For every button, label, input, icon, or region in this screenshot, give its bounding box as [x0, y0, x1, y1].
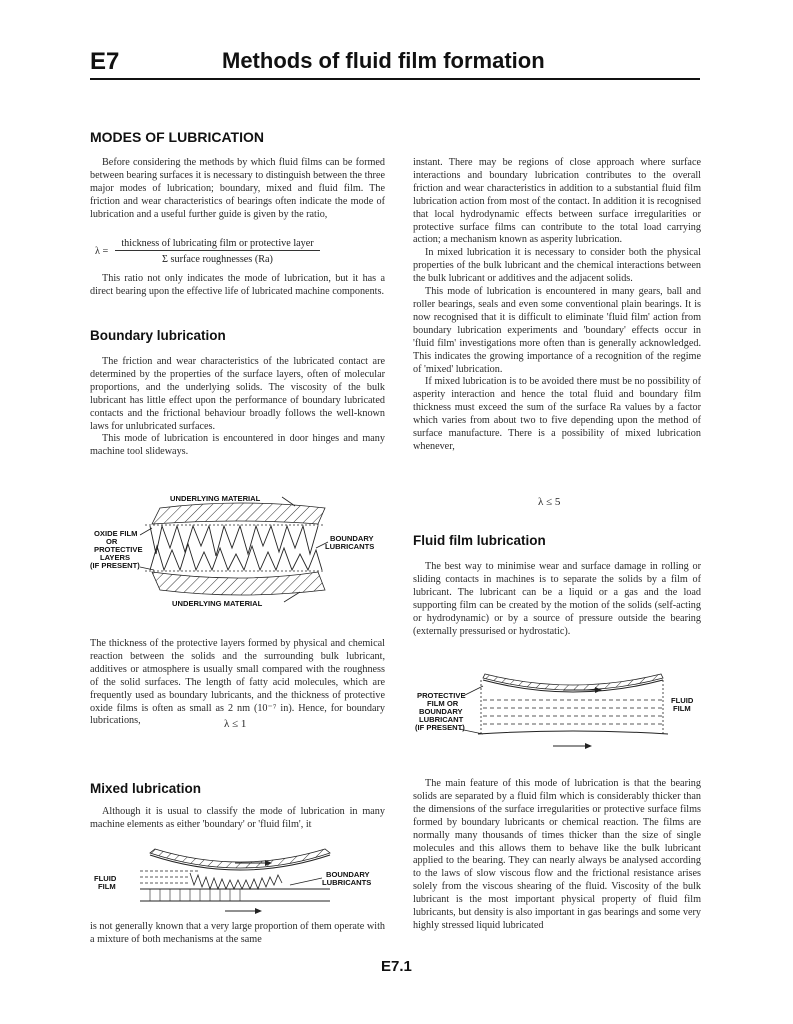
boundary-p1: The friction and wear characteristics of the lubricated contact are determined by the properties of the surface layers, often of molecular proportions, and the underlying solids. The viscosity of the bulk lubricant has little effect upon the performance of boundary lubricated contacts and the frictional behaviour broadly follows the well-known laws for unlubricated surfaces. — [90, 356, 385, 432]
eq-lambda: λ = — [95, 246, 109, 257]
fluid-p2: The main feature of this mode of lubrication is that the bearing solids are separated by a fluid film which is considerably thicker than the dimensions of the surface irregularities or protective surface films formed by boundary lubricants or chemical reaction. The films are normally many thousands of times thicker than the size of single molecules and this allows them to behave like the bulk lubricant applied to the bearing. They can nearly always be analysed according to the laws of slow viscous flow and the frictional resistance arises solely from the viscous shearing of the fluid. Viscosity of the bulk lubricant is the most important physical property of fluid film lubricants, but density is also important in gas bearings and some very highly stressed liquid lubricated — [413, 778, 701, 931]
mixed-body — [90, 806, 385, 832]
mixed-r2: In mixed lubrication it is necessary to consider both the physical properties of the bulk lubricant and the chemical interactions between the bulk lubricant or additives and the adjacent solids. — [413, 247, 701, 285]
fig3-right-2: FILM — [673, 704, 691, 713]
mixed-r3: This mode of lubrication is encountered in many gears, ball and roller bearings, seals and even some conventional plain bearings. It is now recognised that it is difficult to eliminate 'fluid film' action from boundary lubrication experiments and 'boundary' effects occur in 'fluid film' investigations more often than is generally acknowledged. This indicates the growing importance of a recognition of the regime of 'mixed' lubrication. — [413, 286, 701, 375]
fluid-title: Fluid film lubrication — [413, 533, 546, 548]
boundary-body-2 — [90, 638, 385, 728]
fig1-left-5: (IF PRESENT) — [90, 561, 140, 570]
eq-numerator: thickness of lubricating film or protective layer — [115, 238, 320, 251]
page-title: Methods of fluid film formation — [222, 48, 545, 73]
fig1-right-1: BOUNDARY — [330, 534, 374, 543]
boundary-p3: The thickness of the protective layers formed by physical and chemical reaction between the solids and the surrounding bulk lubricant, additives or atmosphere is usually small compared with the roughness of the solid surfaces. The length of fatty acid molecules, which are frequently used as boundary lubricants, and the thickness of protective oxide films is often as small as 2 nm (10⁻⁷ in). Hence, for boundary lubrications, — [90, 638, 385, 727]
fluid-body-2 — [413, 778, 701, 933]
mixed-condition: λ ≤ 5 — [538, 496, 561, 508]
fig1-left-2: OR — [106, 537, 118, 546]
mixed-title: Mixed lubrication — [90, 781, 202, 796]
mixed-p2: is not generally known that a very large proportion of them operate with a mixture of both mechanisms at the same — [90, 921, 385, 945]
boundary-title: Boundary lubrication — [90, 328, 226, 343]
fig1-bottom-label: UNDERLYING MATERIAL — [172, 599, 263, 608]
fig1-left-1: OXIDE FILM — [94, 529, 138, 538]
boundary-lubrication-figure — [90, 488, 385, 618]
mixed-r1: instant. There may be regions of close approach where surface interactions and boundary lubrication contributes to the overall friction and wear characteristics in addition to a substantial fluid film lubrication action from most of the contact. In addition it is recognised that local hydrodynamic effects between surface irregularities or protective surface films can contribute to the total load carrying action; a mechanism known as asperity lubrication. — [413, 157, 702, 246]
section-code: E7 — [90, 48, 120, 75]
boundary-condition: λ ≤ 1 — [224, 718, 247, 730]
mixed-body-2 — [90, 921, 385, 947]
fig1-left-4: LAYERS — [100, 553, 131, 562]
boundary-p2: This mode of lubrication is encountered in door hinges and many machine tool slideways. — [90, 433, 385, 458]
fluid-body — [413, 561, 701, 638]
fig2-right-2: LUBRICANTS — [322, 878, 372, 887]
mixed-right-body — [413, 157, 701, 454]
fluid-p1: The best way to minimise wear and surface damage in rolling or sliding contacts in machines is to separate the solids by a film of lubricant. The lubricant can be a liquid or a gas and the load supporting film can be created by the motion of the solids (self-acting or hydrodynamic) or by a source of pressure outside the bearing (externally pressurised or hydrostatic). — [413, 561, 701, 637]
modes-title: MODES OF LUBRICATION — [90, 129, 264, 145]
fig2-right-1: BOUNDARY — [326, 870, 370, 879]
fig3-left-3: BOUNDARY — [419, 707, 463, 716]
eq-denominator: Σ surface roughnesses (Ra) — [162, 254, 273, 265]
fig3-left-5: (IF PRESENT) — [415, 723, 465, 732]
mixed-p1: Although it is usual to classify the mode of lubrication in many machine elements as either 'boundary' or 'fluid film', it — [90, 806, 385, 830]
modes-after-eq — [90, 273, 385, 299]
page-number: E7.1 — [381, 958, 412, 975]
fig3-left-1: PROTECTIVE — [417, 691, 466, 700]
fig2-left-2: FILM — [98, 882, 116, 891]
page-header — [90, 44, 700, 80]
fig3-left-2: FILM OR — [427, 699, 459, 708]
mixed-r4: If mixed lubrication is to be avoided there must be no possibility of asperity interaction and hence the total fluid and boundary film thickness must exceed the sum of the surface Ra values by a factor which varies from about two to five depending upon the method of surface manufacture. There is a possibility of mixed lubrication whenever, — [413, 376, 701, 452]
fig1-left-3: PROTECTIVE — [94, 545, 143, 554]
boundary-body — [90, 356, 385, 459]
fig2-left-1: FLUID — [94, 874, 117, 883]
modes-intro-text: Before considering the methods by which fluid films can be formed between bearing surfaces it is necessary to distinguish between the three major modes of lubrication; boundary, mixed and fluid film. The friction and wear characteristics of bearings often indicate the mode of lubrication and a useful further guide is given by the ratio, — [90, 157, 385, 220]
mixed-lubrication-figure — [90, 845, 385, 915]
modes-after-eq-text: This ratio not only indicates the mode of lubrication, but it has a direct bearing upon the effective life of lubricated machine components. — [90, 273, 385, 297]
fig3-left-4: LUBRICANT — [419, 715, 464, 724]
fig1-right-2: LUBRICANTS — [325, 542, 375, 551]
fig3-right-1: FLUID — [671, 696, 694, 705]
lambda-equation — [95, 238, 335, 270]
modes-intro — [90, 157, 385, 222]
fig1-top-label: UNDERLYING MATERIAL — [170, 494, 261, 503]
fluid-film-figure — [413, 672, 701, 754]
